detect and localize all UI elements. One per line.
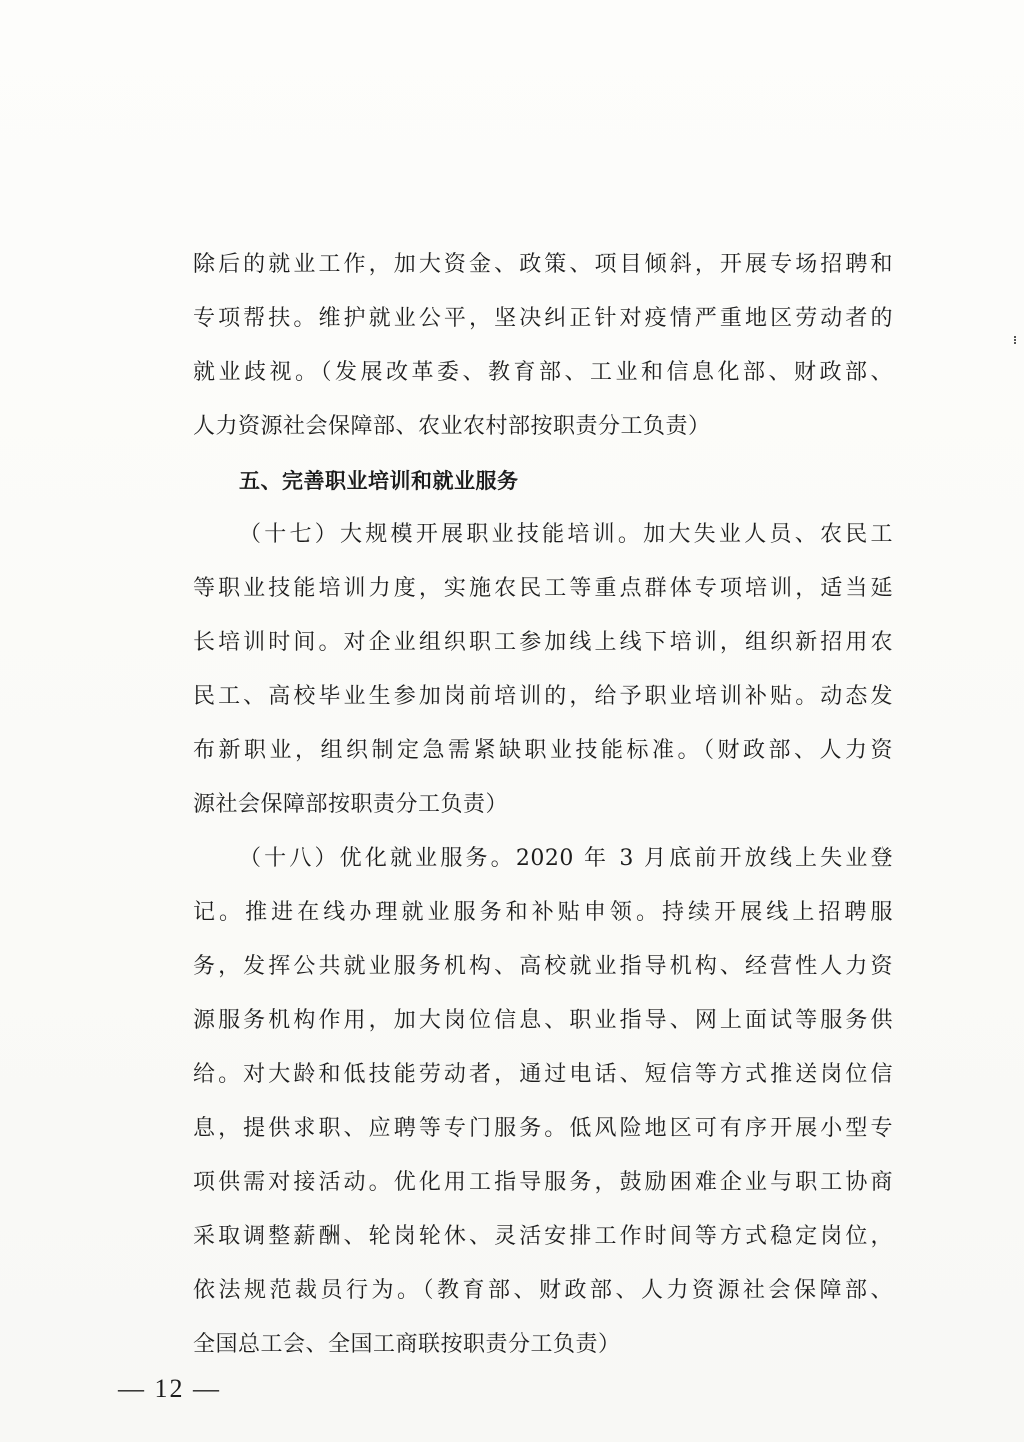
section-heading: 五、完善职业培训和就业服务 — [239, 469, 519, 493]
text-line: 息，提供求职、应聘等专门服务。低风险地区可有序开展小型专 — [193, 1116, 893, 1141]
text-line: 布新职业，组织制定急需紧缺职业技能标准。（财政部、人力资 — [193, 738, 893, 763]
text-line: 等职业技能培训力度，实施农民工等重点群体专项培训，适当延 — [193, 576, 893, 601]
text-line: 全国总工会、全国工商联按职责分工负责） — [193, 1332, 621, 1357]
text-line: 给。对大龄和低技能劳动者，通过电话、短信等方式推送岗位信 — [193, 1062, 893, 1087]
scan-edge-mark — [1014, 336, 1020, 344]
text-line: 专项帮扶。维护就业公平，坚决纠正针对疫情严重地区劳动者的 — [193, 306, 893, 331]
text-line: 依法规范裁员行为。（教育部、财政部、人力资源社会保障部、 — [193, 1278, 893, 1303]
page-number: — 12 — — [118, 1374, 221, 1403]
text-line: 源服务机构作用，加大岗位信息、职业指导、网上面试等服务供 — [193, 1008, 893, 1033]
text-line: 务，发挥公共就业服务机构、高校就业指导机构、经营性人力资 — [193, 954, 893, 979]
text-line: 民工、高校毕业生参加岗前培训的，给予职业培训补贴。动态发 — [193, 684, 893, 709]
text-line: 源社会保障部按职责分工负责） — [193, 792, 509, 817]
text-line: 人力资源社会保障部、农业农村部按职责分工负责） — [193, 414, 711, 439]
text-line: 记。推进在线办理就业服务和补贴申领。持续开展线上招聘服 — [193, 900, 893, 925]
text-line: （十七）大规模开展职业技能培训。加大失业人员、农民工 — [239, 522, 893, 547]
text-line: （十八）优化就业服务。2020 年 3 月底前开放线上失业登 — [239, 846, 893, 871]
text-line: 就业歧视。（发展改革委、教育部、工业和信息化部、财政部、 — [193, 360, 893, 385]
text-line: 采取调整薪酬、轮岗轮休、灵活安排工作时间等方式稳定岗位， — [193, 1224, 893, 1249]
body-text — [193, 238, 893, 1372]
text-line: 除后的就业工作，加大资金、政策、项目倾斜，开展专场招聘和 — [193, 252, 893, 277]
text-line: 长培训时间。对企业组织职工参加线上线下培训，组织新招用农 — [193, 630, 893, 655]
text-line: 项供需对接活动。优化用工指导服务，鼓励困难企业与职工协商 — [193, 1170, 893, 1195]
